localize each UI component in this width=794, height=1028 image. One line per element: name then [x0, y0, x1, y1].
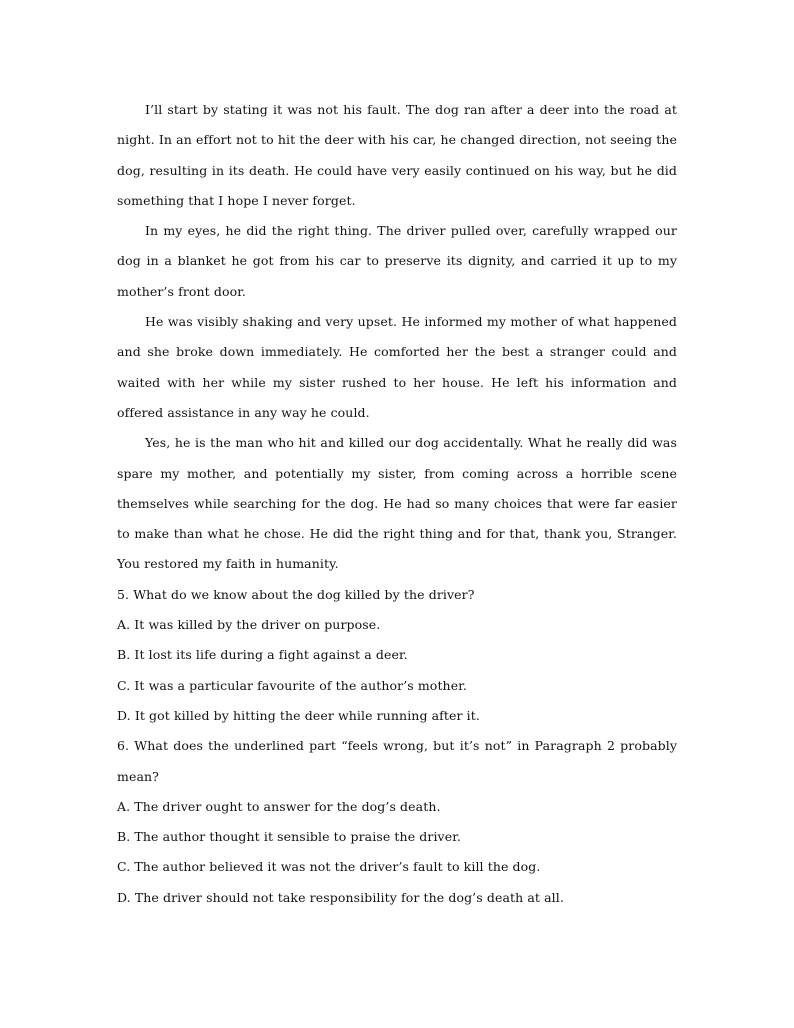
question-5	[117, 580, 677, 731]
passage-paragraph-4: Yes, he is the man who hit and killed our dog accidentally. What he really did was spare my mother, and potentially my sister, from coming across a horrible scene themselves while searching for the dog. He had so many choices that were far easier to make than what he chose. He did the right thing and for that, thank you, Stranger. You restored my faith in humanity.	[117, 435, 677, 572]
passage-paragraph-2: In my eyes, he did the right thing. The driver pulled over, carefully wrapped our dog in a blanket he got from his car to preserve its dignity, and carried it up to my mother’s front door.	[117, 223, 677, 299]
option-c: C. The author believed it was not the driver’s fault to kill the dog.	[117, 859, 541, 875]
option-d: D. It got killed by hitting the deer while running after it.	[117, 707, 480, 723]
option-a: A. It was killed by the driver on purpose.	[117, 617, 381, 633]
option-b: B. The author thought it sensible to praise the driver.	[117, 829, 461, 845]
passage-paragraph-3: He was visibly shaking and very upset. He informed my mother of what happened and she broke down immediately. He comforted her the best a stranger could and waited with her while my sister rushed to her house. He left his information and offered assistance in any way he could.	[117, 314, 677, 420]
option-a: A. The driver ought to answer for the dog’s death.	[117, 798, 441, 814]
option-d: D. The driver should not take responsibility for the dog’s death at all.	[117, 889, 564, 905]
option-b: B. It lost its life during a fight against a deer.	[117, 647, 408, 663]
passage	[117, 95, 677, 580]
passage-paragraph-1: I’ll start by stating it was not his fault. The dog ran after a deer into the road at night. In an effort not to hit the deer with his car, he changed direction, not seeing the dog, resulting in its death. He could have very easily continued on his way, but he did something that I hope I never forget.	[117, 102, 677, 208]
question-stem: 5. What do we know about the dog killed by the driver?	[117, 586, 475, 602]
document-page	[117, 95, 677, 913]
question-6	[117, 731, 677, 913]
option-c: C. It was a particular favourite of the author’s mother.	[117, 677, 467, 693]
question-stem: 6. What does the underlined part “feels wrong, but it’s not” in Paragraph 2 probably mean?	[117, 738, 677, 784]
